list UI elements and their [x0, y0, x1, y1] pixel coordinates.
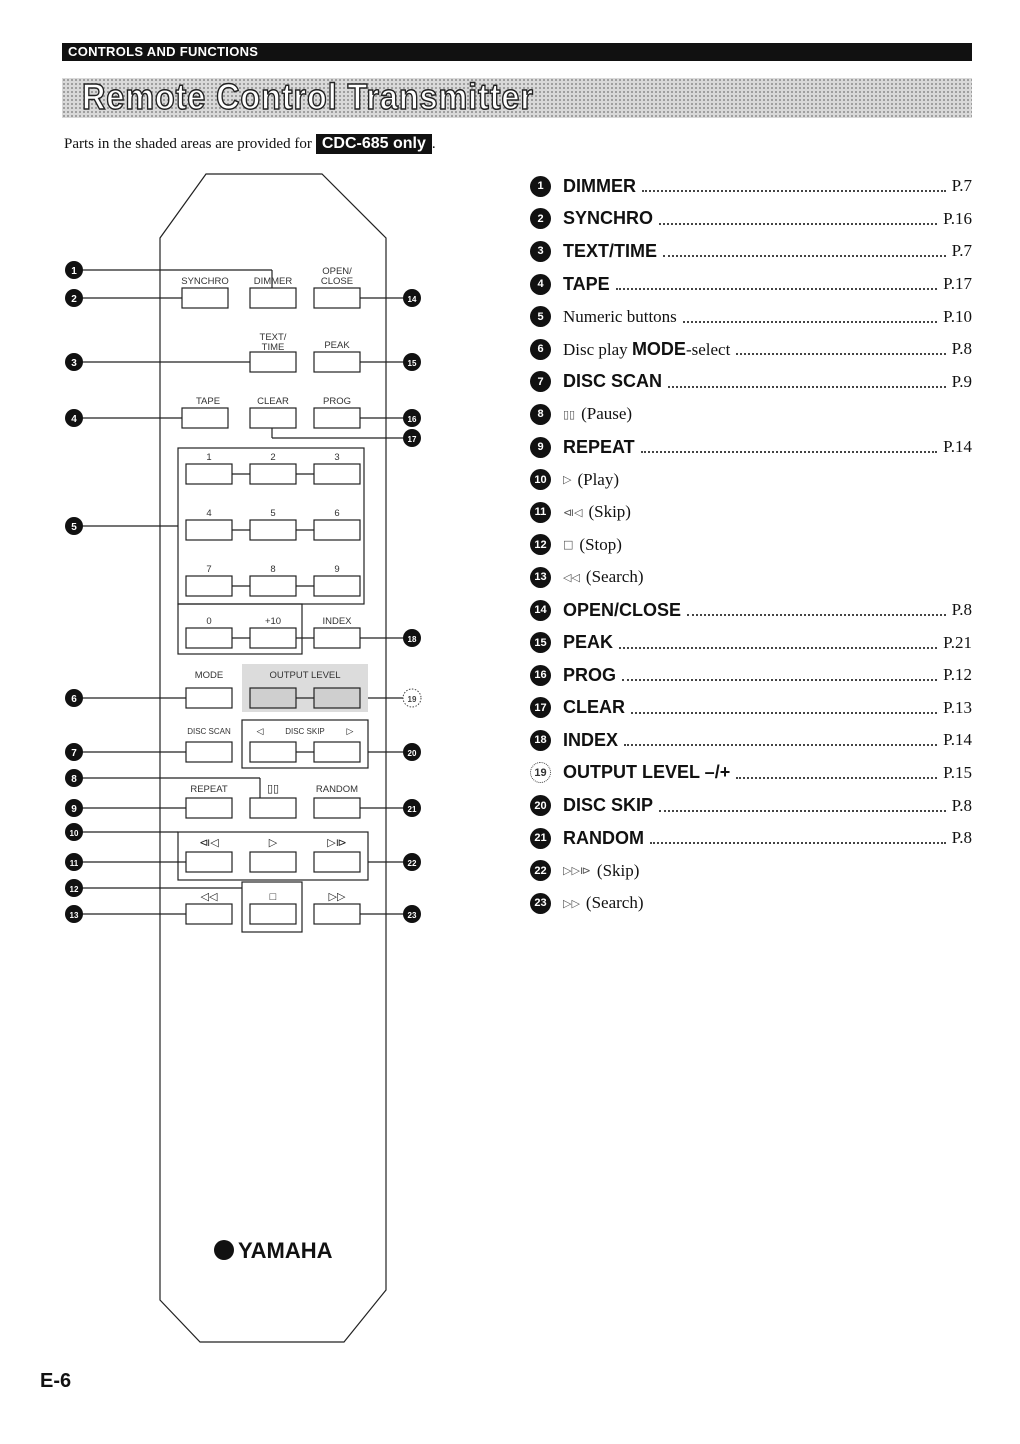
svg-text:3: 3: [71, 358, 77, 369]
numeric-block-bottom: [178, 604, 302, 654]
label-n0: 0: [206, 616, 212, 627]
page-reference: P.14: [943, 437, 972, 457]
function-label: Numeric buttons: [563, 306, 677, 326]
callout-number: 23: [530, 893, 551, 914]
callout-number: 15: [530, 632, 551, 653]
callout-number: 1: [530, 176, 551, 197]
pause-button: [250, 798, 296, 818]
function-item: [530, 398, 972, 431]
function-symbol-icon: □: [563, 538, 574, 552]
svg-text:11: 11: [69, 859, 79, 868]
svg-text:6: 6: [71, 694, 77, 705]
callout-number: 17: [530, 697, 551, 718]
function-list: [530, 170, 972, 920]
label-dimmer: DIMMER: [253, 276, 293, 287]
callout-number: 3: [530, 241, 551, 262]
function-item: [530, 268, 972, 301]
brand-name: YAMAHA: [238, 1238, 333, 1263]
svg-text:15: 15: [407, 359, 417, 368]
function-item: [530, 496, 972, 529]
page-reference: P.7: [951, 176, 972, 196]
dot-leader: [736, 777, 937, 779]
label-open-close: OPEN/ CLOSE: [320, 266, 354, 287]
function-label: CLEAR: [563, 697, 625, 718]
function-item: [530, 854, 972, 887]
page-number: E-6: [40, 1370, 72, 1392]
num-6-button: [314, 520, 360, 540]
function-label: [563, 339, 730, 360]
callout-number: 19: [530, 762, 551, 783]
stop-icon: □: [269, 891, 277, 903]
dot-leader: [619, 647, 937, 649]
label-n1: 1: [206, 452, 212, 463]
prog-button: [314, 408, 360, 428]
function-label-bold: MODE: [631, 338, 686, 359]
dot-leader: [659, 223, 937, 225]
clear-button: [250, 408, 296, 428]
label-prog: PROG: [323, 396, 351, 407]
numeric-block: [178, 448, 364, 604]
function-label: DISC SKIP: [563, 795, 654, 816]
function-label: (Stop): [579, 534, 622, 554]
play-icon: ▷: [268, 837, 278, 849]
function-label: (Play): [577, 469, 620, 489]
function-label-post: -select: [685, 339, 731, 359]
function-item: [530, 431, 972, 464]
label-n7: 7: [206, 564, 212, 575]
mode-button: [186, 688, 232, 708]
dot-leader: [631, 712, 937, 714]
page-reference: P.14: [943, 730, 972, 750]
dot-leader: [659, 810, 946, 812]
label-peak: PEAK: [324, 340, 350, 351]
page-reference: P.8: [951, 339, 972, 359]
num-8-button: [250, 576, 296, 596]
search-back-button: [186, 904, 232, 924]
function-label: DISC SCAN: [563, 371, 663, 392]
disc-prev-icon: ◁: [256, 726, 264, 736]
function-item: [530, 822, 972, 855]
function-symbol-icon: ⧏◁: [563, 505, 583, 519]
callout-number: 16: [530, 665, 551, 686]
label-disc-scan: DISC SCAN: [187, 727, 231, 736]
svg-text:23: 23: [407, 911, 417, 920]
function-item: [530, 235, 972, 268]
callout-number: 8: [530, 404, 551, 425]
dot-leader: [687, 614, 946, 616]
peak-button: [314, 352, 360, 372]
svg-text:7: 7: [71, 748, 77, 759]
page-reference: P.17: [943, 274, 972, 294]
label-n9: 9: [334, 564, 340, 575]
svg-text:10: 10: [69, 829, 79, 838]
num-7-button: [186, 576, 232, 596]
callout-number: 20: [530, 795, 551, 816]
page-reference: P.10: [943, 306, 972, 326]
label-text-time: TEXT/ TIME: [259, 332, 287, 353]
search-forward-icon: ▷▷: [328, 891, 346, 903]
dot-leader: [663, 255, 946, 257]
num-1-button: [186, 464, 232, 484]
function-item: [530, 757, 972, 790]
function-label: (Skip): [596, 860, 640, 880]
page-reference: P.15: [943, 762, 972, 782]
label-n4: 4: [206, 508, 212, 519]
function-label: TEXT/TIME: [563, 240, 657, 261]
function-item: [530, 529, 972, 562]
index-button: [314, 628, 360, 648]
callout-number: 7: [530, 371, 551, 392]
svg-text:9: 9: [71, 804, 77, 815]
label-synchro: SYNCHRO: [181, 276, 229, 287]
label-tape: TAPE: [195, 396, 221, 407]
svg-text:2: 2: [71, 294, 77, 305]
function-item: [530, 724, 972, 757]
stop-button: [250, 904, 296, 924]
skip-forward-button: [314, 852, 360, 872]
section-header-bar: [62, 43, 972, 61]
page-reference: P.16: [943, 208, 972, 228]
label-disc-skip: DISC SKIP: [285, 727, 325, 736]
note-end: .: [431, 136, 436, 152]
play-button: [250, 852, 296, 872]
skip-back-button: [186, 852, 232, 872]
output-level-plus-button: [314, 688, 360, 708]
function-label: PEAK: [563, 632, 614, 653]
disc-scan-button: [186, 742, 232, 762]
function-item: [530, 789, 972, 822]
page-reference: P.13: [943, 697, 972, 717]
synchro-button: [182, 288, 228, 308]
num-5-button: [250, 520, 296, 540]
function-item: [530, 463, 972, 496]
text-time-button: [250, 352, 296, 372]
label-n8: 8: [270, 564, 276, 575]
svg-text:21: 21: [407, 805, 417, 814]
svg-text:22: 22: [407, 859, 417, 868]
svg-text:12: 12: [69, 885, 79, 894]
model-badge: CDC-685 only: [316, 134, 432, 154]
svg-text:1: 1: [71, 266, 77, 277]
disc-next-icon: ▷: [346, 726, 354, 736]
function-label: REPEAT: [563, 436, 635, 457]
num-3-button: [314, 464, 360, 484]
page-reference: P.9: [951, 371, 972, 391]
function-item: [530, 692, 972, 725]
svg-text:17: 17: [407, 435, 417, 444]
disc-skip-next-button: [314, 742, 360, 762]
function-label-pre: Disc play: [563, 339, 632, 359]
section-title: CONTROLS AND FUNCTIONS: [68, 44, 259, 59]
label-mode: MODE: [194, 670, 224, 681]
function-label: (Search): [585, 893, 644, 913]
num-9-button: [314, 576, 360, 596]
svg-text:8: 8: [71, 774, 77, 785]
function-item: [530, 333, 972, 366]
disc-skip-prev-button: [250, 742, 296, 762]
callout-number: 5: [530, 306, 551, 327]
function-item: [530, 300, 972, 333]
page-reference: P.8: [951, 795, 972, 815]
function-label: TAPE: [563, 273, 610, 294]
remote-diagram: [60, 170, 440, 1350]
dimmer-button: [250, 288, 296, 308]
label-n5: 5: [270, 508, 276, 519]
function-symbol-icon: ◁◁: [563, 570, 580, 584]
pause-icon: ▯▯: [266, 783, 280, 795]
callout-number: 9: [530, 437, 551, 458]
callout-number: 13: [530, 567, 551, 588]
function-label: PROG: [563, 664, 617, 685]
page-reference: P.21: [943, 632, 972, 652]
page-reference: P.8: [951, 600, 972, 620]
callout-number: 11: [530, 502, 551, 523]
svg-text:19: 19: [407, 695, 417, 704]
label-output-level: OUTPUT LEVEL: [269, 670, 341, 681]
page-reference: P.12: [943, 665, 972, 685]
label-clear: CLEAR: [257, 396, 289, 407]
function-item: [530, 887, 972, 920]
shaded-areas-note: [64, 134, 436, 154]
function-item: [530, 203, 972, 236]
callout-number: 2: [530, 208, 551, 229]
label-n2: 2: [270, 452, 276, 463]
function-label: OPEN/CLOSE: [563, 599, 682, 620]
label-n3: 3: [334, 452, 340, 463]
callout-number: 21: [530, 828, 551, 849]
callout-number: 18: [530, 730, 551, 751]
function-item: [530, 659, 972, 692]
label-n6: 6: [334, 508, 340, 519]
function-item: [530, 626, 972, 659]
function-label: RANDOM: [563, 827, 644, 848]
function-label: OUTPUT LEVEL –/+: [563, 762, 731, 783]
function-label: (Skip): [588, 502, 631, 522]
dot-leader: [622, 679, 937, 681]
title-band: [62, 78, 972, 118]
repeat-button: [186, 798, 232, 818]
num-2-button: [250, 464, 296, 484]
function-item: [530, 594, 972, 627]
function-symbol-icon: ▯▯: [563, 407, 576, 421]
svg-text:5: 5: [71, 522, 77, 533]
tape-button: [182, 408, 228, 428]
dot-leader: [641, 451, 937, 453]
dot-leader: [668, 386, 946, 388]
svg-text:18: 18: [407, 635, 417, 644]
function-item: [530, 561, 972, 594]
svg-text:4: 4: [71, 414, 77, 425]
callout-number: 4: [530, 274, 551, 295]
function-symbol-icon: ▷: [563, 473, 572, 487]
dot-leader: [642, 190, 946, 192]
output-level-minus-button: [250, 688, 296, 708]
callout-number: 14: [530, 600, 551, 621]
label-random: RANDOM: [315, 784, 359, 795]
function-item: [530, 170, 972, 203]
dot-leader: [683, 321, 937, 323]
plus10-button: [250, 628, 296, 648]
yamaha-logo: [214, 1238, 333, 1263]
search-back-icon: ◁◁: [200, 891, 218, 903]
skip-back-icon: ⧏◁: [199, 837, 219, 849]
page-reference: P.7: [951, 241, 972, 261]
search-forward-button: [314, 904, 360, 924]
callout-number: 12: [530, 534, 551, 555]
function-symbol-icon: ▷▷⧐: [563, 864, 591, 878]
page-title: Remote Control Transmitter: [82, 76, 534, 117]
svg-text:14: 14: [407, 295, 417, 304]
svg-text:20: 20: [407, 749, 417, 758]
function-label: (Search): [585, 567, 644, 587]
dot-leader: [624, 744, 937, 746]
function-item: [530, 366, 972, 399]
note-text: Parts in the shaded areas are provided for: [64, 136, 312, 152]
label-repeat: REPEAT: [190, 784, 228, 795]
callout-number: 22: [530, 860, 551, 881]
num-4-button: [186, 520, 232, 540]
num-0-button: [186, 628, 232, 648]
callout-number: 10: [530, 469, 551, 490]
function-label: (Pause): [581, 404, 633, 424]
page-reference: P.8: [951, 828, 972, 848]
label-plus10: +10: [264, 616, 282, 627]
svg-text:16: 16: [407, 415, 417, 424]
random-button: [314, 798, 360, 818]
dot-leader: [650, 842, 946, 844]
function-label: INDEX: [563, 729, 619, 750]
function-symbol-icon: ▷▷: [563, 896, 580, 910]
yamaha-emblem-icon: [214, 1240, 234, 1260]
callout-number: 6: [530, 339, 551, 360]
svg-text:13: 13: [69, 911, 79, 920]
label-index: INDEX: [322, 616, 352, 627]
function-label: SYNCHRO: [563, 208, 654, 229]
open-close-button: [314, 288, 360, 308]
dot-leader: [736, 353, 945, 355]
skip-forward-icon: ▷⧐: [327, 837, 347, 849]
dot-leader: [616, 288, 938, 290]
function-label: DIMMER: [563, 175, 636, 196]
